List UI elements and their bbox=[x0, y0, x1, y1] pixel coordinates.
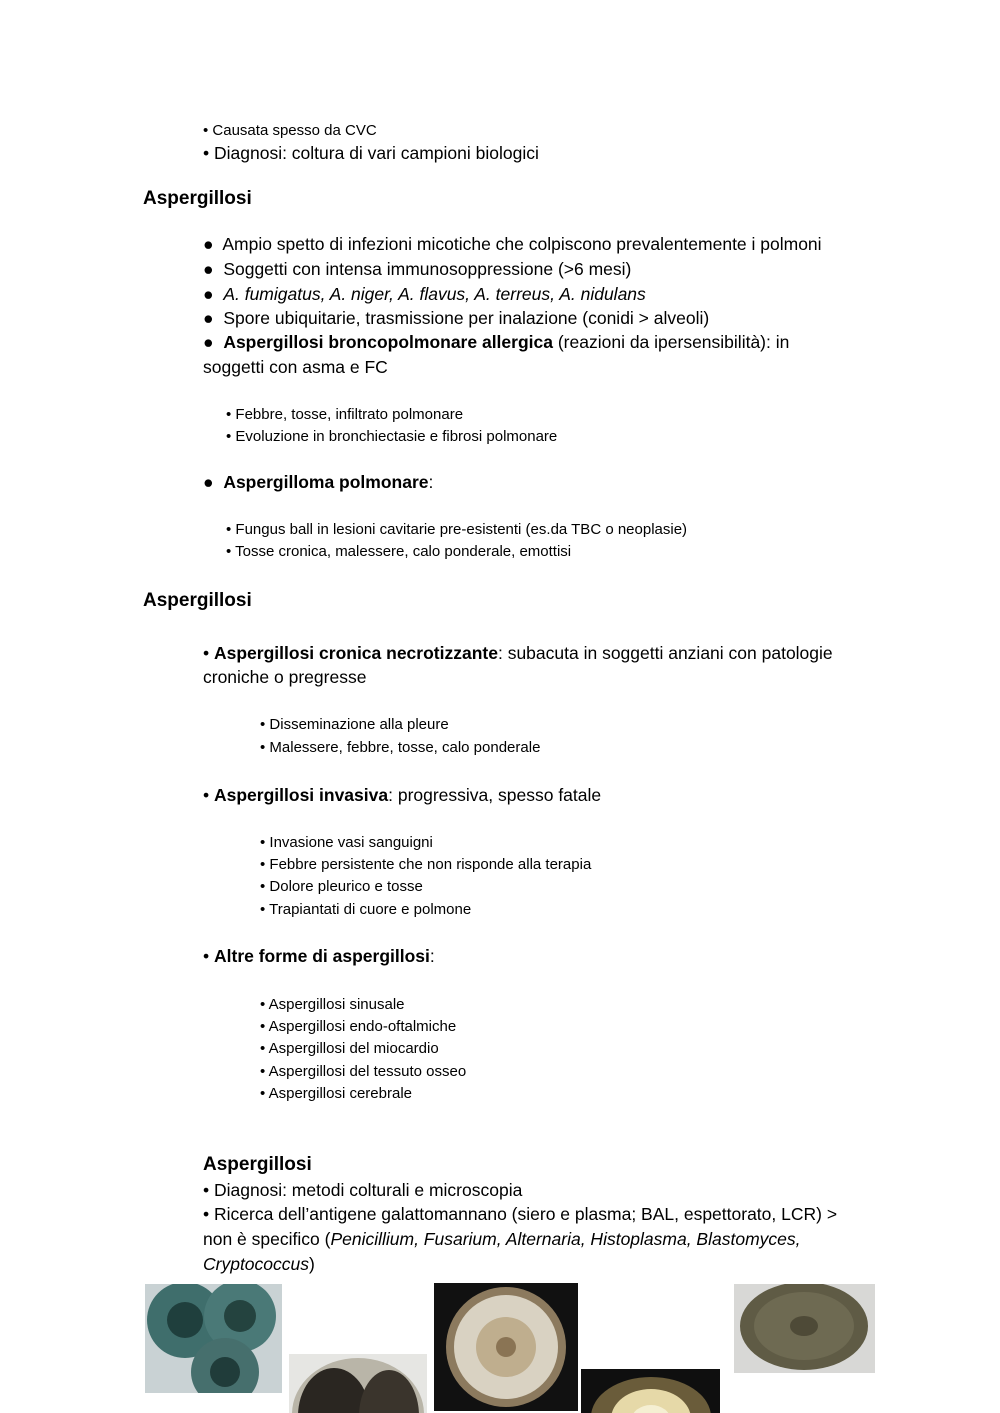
list-item: ● A. fumigatus, A. niger, A. flavus, A. terreus, A. nidulans bbox=[203, 284, 646, 304]
list-item: • Altre forme di aspergillosi: bbox=[203, 946, 435, 966]
list-item-continuation: soggetti con asma e FC bbox=[203, 357, 388, 377]
list-item: ● Aspergillosi broncopolmonare allergica (reazioni da ipersensibilità): in bbox=[203, 332, 790, 352]
sub-item: • Malessere, febbre, tosse, calo ponderale bbox=[260, 739, 541, 756]
culture-plate-photo bbox=[581, 1369, 720, 1413]
list-item: • Ricerca dell’antigene galattomannano (siero e plasma; BAL, espettorato, LCR) > bbox=[203, 1204, 838, 1224]
sub-item: • Invasione vasi sanguigni bbox=[260, 834, 433, 851]
list-item: ● Ampio spetto di infezioni micotiche che colpiscono prevalentemente i polmoni bbox=[203, 234, 822, 254]
sub-item: • Aspergillosi sinusale bbox=[260, 996, 405, 1013]
list-item: ● Aspergilloma polmonare: bbox=[203, 472, 434, 492]
sub-item: • Febbre persistente che non risponde alla terapia bbox=[260, 856, 592, 873]
bullet-glyph: ● bbox=[203, 234, 214, 254]
culture-plate-photo bbox=[145, 1284, 282, 1393]
section-heading: Aspergillosi bbox=[143, 590, 252, 611]
sub-item: • Aspergillosi endo-oftalmiche bbox=[260, 1018, 457, 1035]
list-item-continuation: croniche o pregresse bbox=[203, 667, 367, 687]
bullet-glyph: ● bbox=[203, 308, 214, 328]
sub-item: • Tosse cronica, malessere, calo ponderale, emottisi bbox=[226, 543, 572, 560]
sub-item: • Aspergillosi cerebrale bbox=[260, 1085, 412, 1102]
list-item-continuation: Cryptococcus) bbox=[203, 1254, 315, 1274]
sub-item: • Fungus ball in lesioni cavitarie pre-esistenti (es.da TBC o neoplasie) bbox=[226, 521, 688, 538]
list-item-continuation: non è specifico (Penicillium, Fusarium, Alternaria, Histoplasma, Blastomyces, bbox=[203, 1229, 801, 1249]
list-item: • Aspergillosi cronica necrotizzante: subacuta in soggetti anziani con patologie bbox=[203, 643, 833, 663]
bullet-glyph: ● bbox=[203, 472, 214, 492]
list-item: • Diagnosi: metodi colturali e microscopia bbox=[203, 1180, 523, 1200]
culture-plate-photo bbox=[434, 1283, 578, 1411]
culture-plate-photo bbox=[734, 1284, 875, 1373]
sub-item: • Febbre, tosse, infiltrato polmonare bbox=[226, 406, 464, 423]
sub-item: • Trapiantati di cuore e polmone bbox=[260, 901, 472, 918]
sub-item: • Disseminazione alla pleure bbox=[260, 716, 449, 733]
bullet-glyph: ● bbox=[203, 332, 214, 352]
list-item: ● Soggetti con intensa immunosoppressione (>6 mesi) bbox=[203, 259, 632, 279]
list-item: • Aspergillosi invasiva: progressiva, spesso fatale bbox=[203, 785, 602, 805]
culture-plate-photo bbox=[289, 1354, 427, 1413]
sub-item: • Dolore pleurico e tosse bbox=[260, 878, 423, 895]
section-heading: Aspergillosi bbox=[143, 188, 252, 209]
bullet-glyph: ● bbox=[203, 259, 214, 279]
top-item: • Causata spesso da CVC bbox=[203, 122, 377, 139]
section-heading: Aspergillosi bbox=[203, 1154, 312, 1175]
sub-item: • Aspergillosi del tessuto osseo bbox=[260, 1063, 467, 1080]
bullet-glyph: ● bbox=[203, 284, 214, 304]
sub-item: • Aspergillosi del miocardio bbox=[260, 1040, 439, 1057]
list-item: ● Spore ubiquitarie, trasmissione per inalazione (conidi > alveoli) bbox=[203, 308, 710, 328]
sub-item: • Evoluzione in bronchiectasie e fibrosi polmonare bbox=[226, 428, 558, 445]
top-item: • Diagnosi: coltura di vari campioni biologici bbox=[203, 143, 539, 163]
